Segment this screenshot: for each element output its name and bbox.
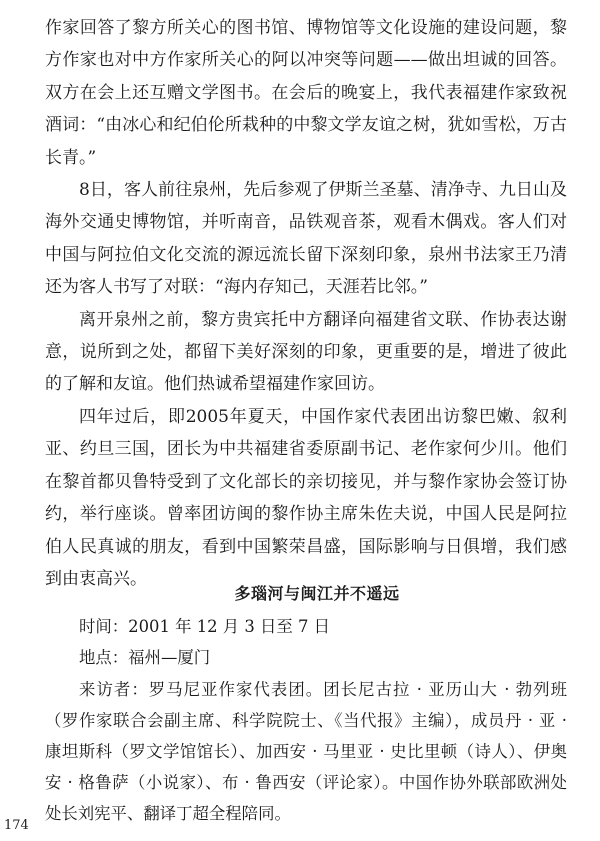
paragraph: 作家回答了黎方所关心的图书馆、博物馆等文化设施的建设问题，黎方作家也对中方作家所关心的阿以冲突等问题——做出坦诚的回答。双方在会上还互赠文学图书。在会后的晚宴上，我代表福建作家致祝酒词：“由冰心和纪伯伦所栽种的中黎文学友谊之树，犹如雪松，万古长青。”	[45, 18, 567, 168]
visit-visitors: 来访者：罗马尼亚作家代表团。团长尼古拉 · 亚历山大 · 勃列班（罗作家联合会副主席、科学院院士、《当代报》主编），成员丹 · 亚 · 康坦斯科（罗文学馆馆长）、加西安 · 马里亚 · 史比里顿（诗人）、伊奥安 · 格鲁萨（小说家）、布 · 鲁西安（评论家）。中国作协外联部欧洲处处长刘宪平、翻译丁超全程陪同。	[45, 679, 567, 824]
paragraph: 四年过后，即2005年夏天，中国作家代表团出访黎巴嫩、叙利亚、约旦三国，团长为中共福建省委原副书记、老作家何少川。他们在黎首都贝鲁特受到了文化部长的亲切接见，并与黎作家协会签订协约，举行座谈。曾率团访闽的黎作协主席朱佐夫说，中国人民是阿拉伯人民真诚的朋友，看到中国繁荣昌盛，国际影响与日俱增，我们感到由衷高兴。	[45, 406, 567, 589]
visit-place: 地点：福州—厦门	[79, 648, 211, 668]
paragraph: 8日，客人前往泉州，先后参观了伊斯兰圣墓、清净寺、九日山及海外交通史博物馆，并听南音，品铁观音茶，观看木偶戏。客人们对中国与阿拉伯文化交流的源远流长留下深刻印象，泉州书法家王乃清还为客人书写了对联：“海内存知己，天涯若比邻。”	[45, 180, 567, 298]
section-title: 多瑙河与闽江并不遥远	[234, 584, 400, 603]
visit-time: 时间：2001 年 12 月 3 日至 7 日	[79, 617, 331, 637]
paragraph: 离开泉州之前，黎方贵宾托中方翻译向福建省文联、作协表达谢意，说所到之处，都留下美好深刻的印象，更重要的是，增进了彼此的了解和友谊。他们热诚希望福建作家回访。	[45, 309, 567, 395]
visit-section	[45, 578, 567, 830]
page-number: 174	[4, 818, 29, 833]
body-text	[45, 12, 567, 595]
